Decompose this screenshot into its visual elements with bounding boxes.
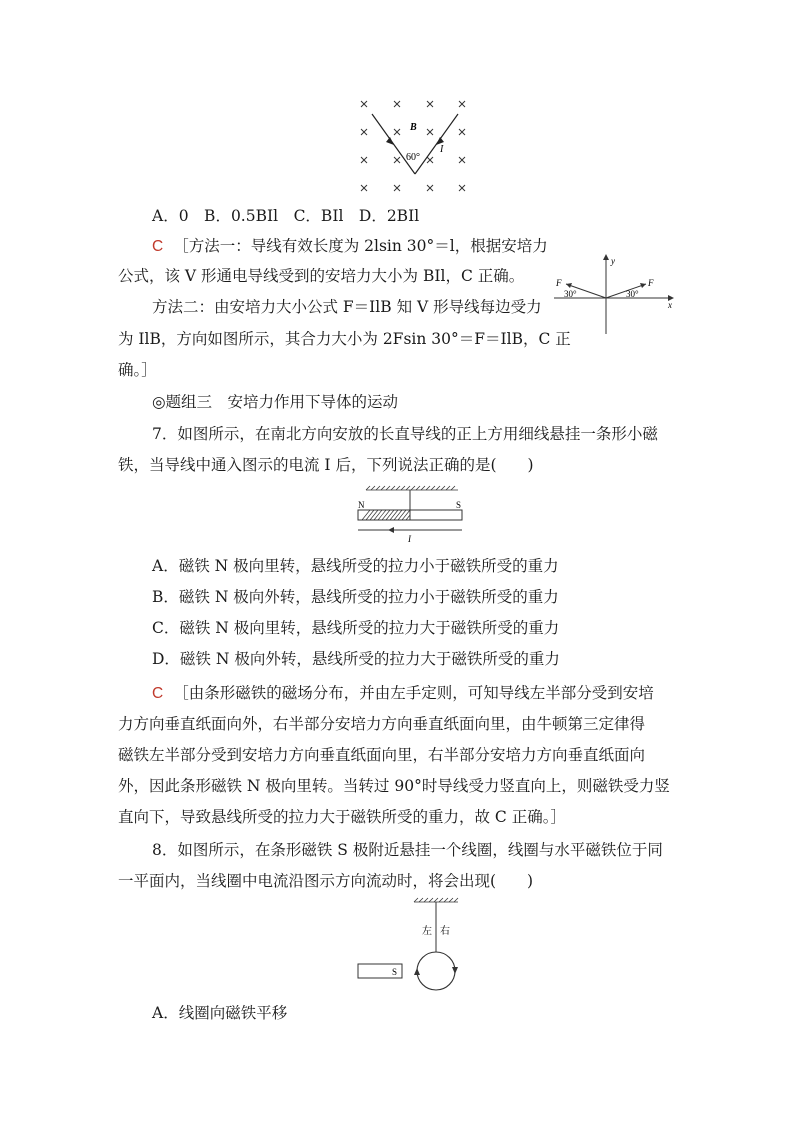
q6-options: A．0 B．0.5BIl C．BIl D．2BIl [152,207,420,225]
cross-mark [459,129,465,135]
q7-option-c: C．磁铁 N 极向里转，悬线所受的拉力大于磁铁所受的重力 [152,619,560,637]
q8-stem-line-1: 8．如图所示，在条形磁铁 S 极附近悬挂一个线圈，线圈与水平磁铁位于同 [152,841,663,859]
q7-option-d: D．磁铁 N 极向外转，悬线所受的拉力大于磁铁所受的重力 [152,650,560,668]
v-wire-figure [350,92,480,197]
coil-current-arrow-right [452,967,458,974]
q6-explanation-line-5: 确。］ [118,361,157,379]
force-left-label: F [556,278,562,288]
coil-current-arrow-left [414,968,420,975]
q6-explanation-line-3: 方法二：由安培力大小公式 F＝IlB 知 V 形导线每边受力 [152,298,542,316]
cross-mark [459,185,465,191]
q7-answer-letter: C [152,685,164,702]
angle-left-label: 30° [564,289,577,299]
cross-mark [361,129,367,135]
q7-explanation-line-2: 力方向垂直纸面向外，右半部分安培力方向垂直纸面向里，由牛顿第三定律得 [118,715,646,733]
magnet-n-hatch [362,510,410,520]
q6-answer-letter: C [152,238,164,255]
x-axis-label: x [668,300,672,310]
q7-explanation-line-4: 外，因此条形磁铁 N 极向里转。当转过 90°时导线受力竖直向上，则磁铁受力竖 [118,777,670,795]
cross-mark [459,101,465,107]
cross-mark [427,185,433,191]
group-heading: ◎题组三 安培力作用下导体的运动 [152,393,399,411]
coil [417,952,455,990]
q7-option-a: A．磁铁 N 极向里转，悬线所受的拉力小于磁铁所受的重力 [152,557,559,575]
cross-mark [394,157,400,163]
q6-explanation-line-2: 公式，该 V 形通电导线受到的安培力大小为 BIl，C 正确。 [118,267,525,285]
q7-explanation-line-3: 磁铁左半部分受到安培力方向垂直纸面向里，右半部分安培力方向垂直纸面向 [118,746,646,764]
q7-stem-line-1: 7．如图所示，在南北方向安放的长直导线的正上方用细线悬挂一条形小磁 [152,425,658,443]
right-label: 右 [440,926,450,937]
cross-mark [361,185,367,191]
cross-mark [394,101,400,107]
q7-explanation-line-1: C ［由条形磁铁的磁场分布，并由左手定则，可知导线左半部分受到安培 [152,684,654,702]
force-diagram [550,252,680,336]
current-direction-arrow [388,527,394,533]
y-axis-label: y [611,256,615,266]
ceiling-hatch-q8 [414,898,458,902]
magnet-s-label: S [456,500,462,510]
q7-explanation-line-5: 直向下，导致悬线所受的拉力大于磁铁所受的重力，故 C 正确。］ [118,808,566,826]
q8-stem-line-2: 一平面内，当线圈中电流沿图示方向流动时，将会出现( ) [118,872,534,890]
magnet-n-label: N [358,500,365,510]
angle-right-label: 30° [626,289,639,299]
force-right-label: F [648,278,654,288]
cross-mark [427,157,433,163]
angle-label: 60° [406,152,420,163]
cross-mark [427,101,433,107]
cross-mark [394,185,400,191]
cross-mark [459,157,465,163]
cross-mark [427,129,433,135]
field-cross-marks [361,101,465,191]
coil-magnet-figure [354,896,474,991]
q7-option-b: B．磁铁 N 极向外转，悬线所受的拉力小于磁铁所受的重力 [152,588,559,606]
left-label: 左 [422,926,432,937]
current-label: I [440,144,444,155]
cross-mark [361,101,367,107]
current-arrow-left [386,137,394,145]
cross-mark [394,129,400,135]
q6-explanation-line-1: C ［方法一：导线有效长度为 2lsin 30°＝l，根据安培力 [152,237,548,255]
magnet-wire-figure [352,484,464,546]
field-b-label: B [410,122,417,133]
q7-stem-line-2: 铁，当导线中通入图示的电流 I 后，下列说法正确的是( ) [118,456,534,474]
cross-mark [361,157,367,163]
ceiling-hatch [366,486,458,490]
q6-explanation-line-4: 为 IlB，方向如图所示，其合力大小为 2Fsin 30°＝F＝IlB，C 正 [118,330,571,348]
q8-option-a: A．线圈向磁铁平移 [152,1004,288,1022]
wire-current-label: I [408,534,411,544]
magnet-s-label-q8: S [392,967,398,977]
